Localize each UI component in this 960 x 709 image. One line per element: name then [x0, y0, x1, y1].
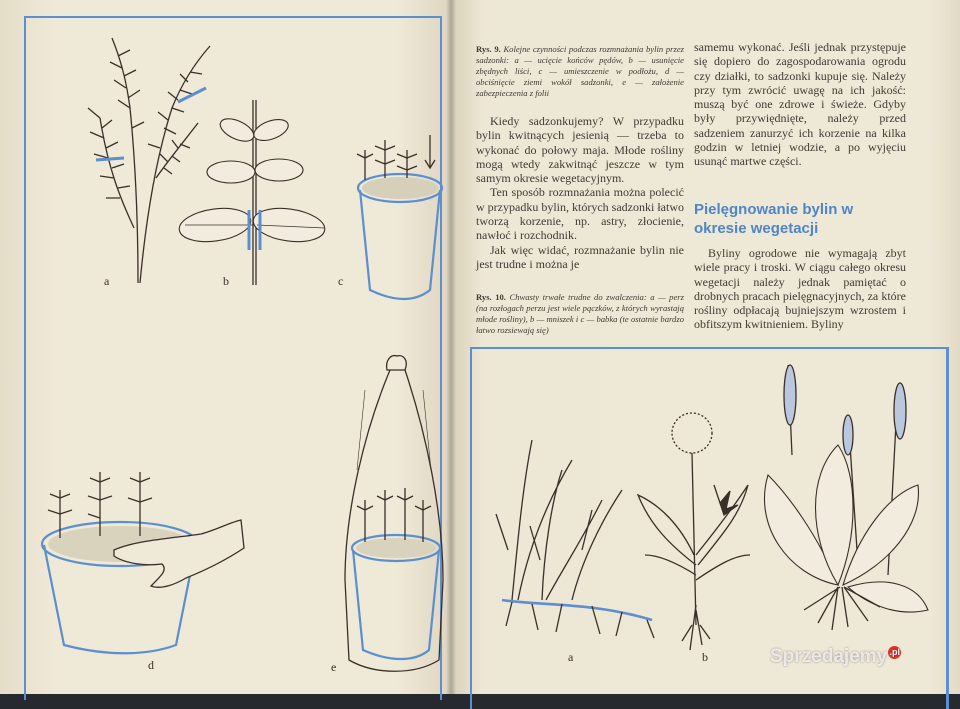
section-heading: Pielęgnowanie bylin w okresie wegetacji: [694, 201, 854, 237]
illustration-b-leaf-removal: [175, 90, 325, 290]
paragraph-5: Byliny ogrodowe nie wymagają zbyt wiele pracy i troski. W ciągu całego okresu wegetacji należy jednak pamiętać o drobnych pracach pielęgnacyjnych, za które rośliny odpłacają bujniejszym wzrostem i obfitszym kwitnieniem. Byliny: [694, 246, 906, 332]
watermark: [770, 646, 901, 668]
caption-figure-10: [476, 292, 684, 336]
caption-figure-10-prefix: Rys. 10.: [476, 292, 506, 302]
right-text-column-top: [694, 40, 906, 169]
label-d: d: [148, 658, 154, 672]
illustration-d-pressing-soil: [36, 460, 246, 660]
caption-figure-10-text: Chwasty trwałe trudne do zwalczenia: a — perz (na rozłogach perzu jest wiele pączków, z których wyrastają młode rośliny), b — mniszek i c — babka (te ostatnie bardzo łatwo rozsiewają się): [476, 292, 684, 335]
paragraph-1: Kiedy sadzonkujemy? W przypadku bylin kwitnących jesienią — trzeba to wykonać do połowy maja. Młode rośliny mogą wtedy zakwitnąć jeszcze w tym samym okresie wegetacyjnym.: [476, 114, 684, 186]
illustration-weed-c-plantain: [748, 355, 938, 645]
illustration-e-foil-cover: [335, 350, 455, 680]
right-text-column-bottom: [694, 246, 906, 332]
caption-figure-9: [476, 44, 684, 99]
left-text-column: [476, 114, 684, 271]
label-a: a: [104, 274, 110, 288]
label-c: c: [338, 274, 344, 288]
caption-figure-9-text: Kolejne czynności podczas rozmnażania bylin przez sadzonki: a — ucięcie końców pędów, b — usunięcie zbędnych liści, c — umieszczenie w podłożu, d — obciśnięcie ziemi wokół sadzonki, e — założenie zabezpieczenia z folii: [476, 44, 684, 98]
label-weed-a: a: [568, 650, 574, 664]
illustration-weed-b-dandelion: [630, 405, 760, 655]
paragraph-4: samemu wykonać. Jeśli jednak przystępuje się dopiero do zagospodarowania ogrodu czy działki, to sadzonki kupuje się. Należy przy tym zwrócić uwagę na ich jakość: muszą być one zdrowe i świeże. Gdyby były przywiędnięte, należy przed sadzeniem zanurzyć ich korzenie na kilka godzin w letniej wodzie, a po wyjęciu usunąć martwe części.: [694, 40, 906, 169]
label-b: b: [223, 274, 229, 288]
paragraph-2: Ten sposób rozmnażania można polecić w przypadku bylin, których sadzonki łatwo tworzą korzenie, np. astry, złocienie, nawłoć i rozchodnik.: [476, 185, 684, 243]
paragraph-3: Jak więc widać, rozmnażanie bylin nie jest trudne i można je: [476, 242, 684, 271]
caption-figure-9-prefix: Rys. 9.: [476, 44, 501, 54]
illustration-c-planting-in-pot: [345, 120, 455, 310]
watermark-text: Sprzedajemy: [770, 646, 888, 667]
label-e: e: [331, 660, 337, 674]
watermark-badge: .pl: [889, 647, 900, 657]
label-weed-b: b: [702, 650, 708, 664]
